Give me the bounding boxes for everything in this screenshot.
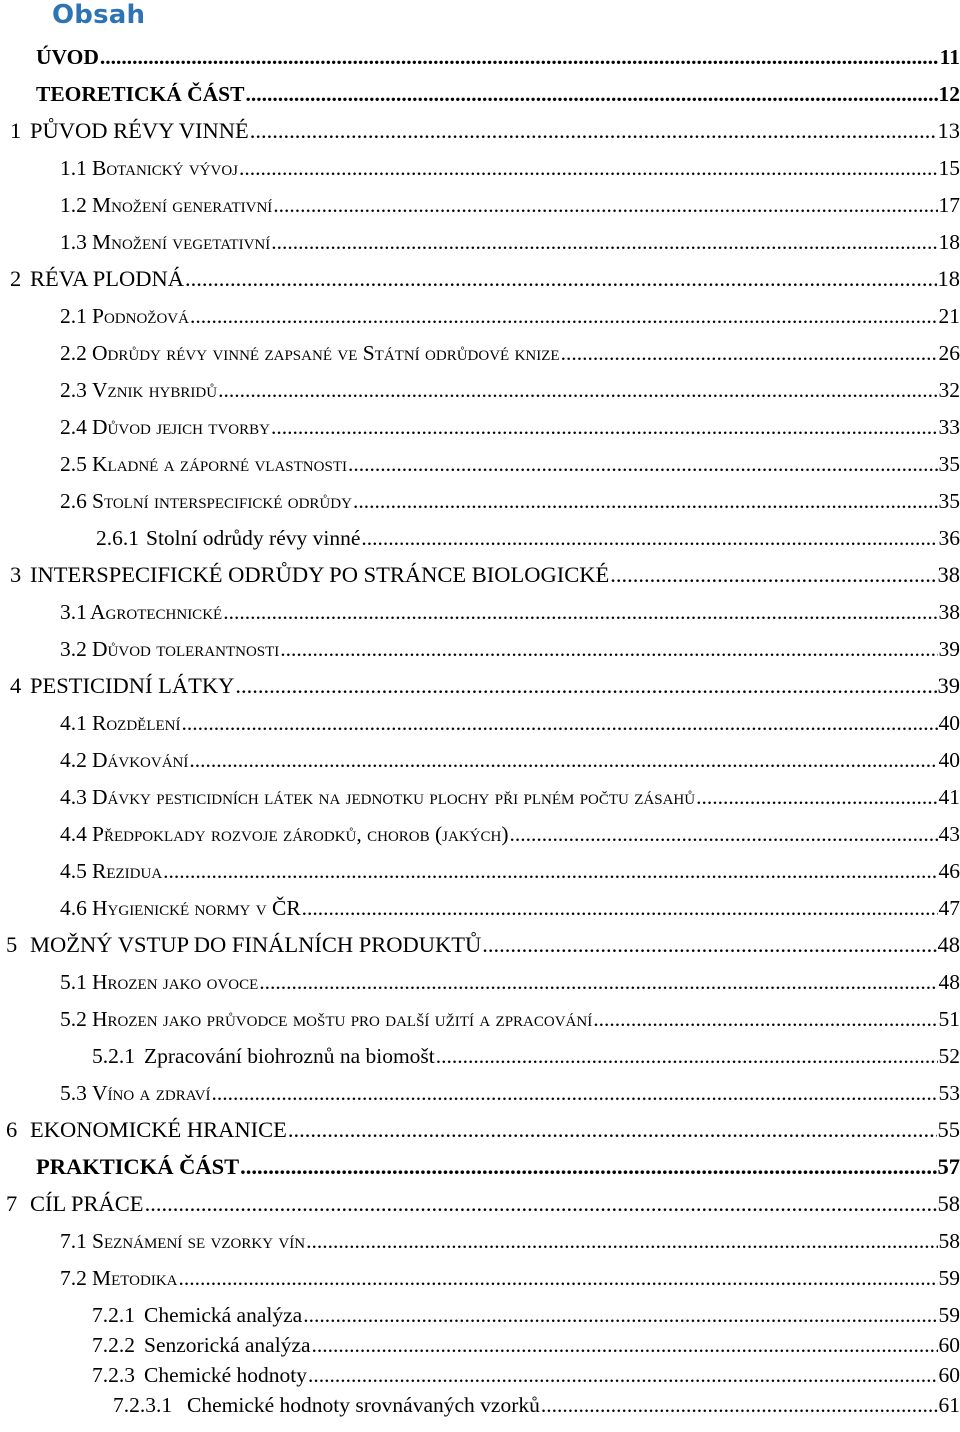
toc-entry-page: 18 (937, 265, 960, 291)
dot-leader (302, 898, 938, 920)
toc-entry[interactable] (113, 1384, 960, 1416)
toc-entry[interactable] (60, 147, 960, 179)
toc-entry-title: Chemické hodnoty srovnávaných vzorků (187, 1392, 540, 1417)
toc-entry-title: RÉVA PLODNÁ (30, 265, 184, 291)
toc-entry-page: 43 (938, 821, 960, 846)
dot-leader (240, 1156, 936, 1179)
toc-entry[interactable] (60, 221, 960, 253)
toc-entry-title: Kladné a záporné vlastnosti (92, 451, 347, 476)
toc-entry-number: 5.2.1 (92, 1043, 135, 1068)
toc-entry[interactable] (60, 1072, 960, 1104)
dot-leader (100, 47, 939, 69)
toc-entry-number: 7.1 (60, 1228, 87, 1253)
toc-entry[interactable] (60, 1257, 960, 1289)
toc-entry-title: Podnožová (92, 303, 189, 328)
toc-entry-title: Hrozen jako ovoce (92, 969, 259, 994)
toc-entry-title: TEORETICKÁ ČÁST (36, 81, 245, 106)
toc-entry[interactable] (36, 73, 960, 105)
toc-entry-page: 32 (938, 377, 960, 402)
toc-entry-page: 26 (938, 340, 960, 365)
toc-entry-title: Množení generativní (92, 192, 273, 217)
toc-entry-title: Seznámení se vzorky vín (92, 1228, 306, 1253)
toc-entry-page: 39 (937, 672, 960, 698)
dot-leader (145, 1193, 937, 1216)
dot-leader (185, 268, 937, 291)
dot-leader (353, 491, 938, 513)
toc-entry-page: 59 (938, 1302, 960, 1327)
dot-leader (696, 787, 937, 809)
toc-entry-page: 59 (938, 1265, 960, 1290)
toc-entry-number: 2.1 (60, 303, 87, 328)
toc-entry-title: Předpoklady rozvoje zárodků, chorob (jakých) (92, 821, 509, 846)
toc-entry-page: 17 (938, 192, 960, 217)
toc-entry-page: 60 (938, 1332, 960, 1357)
toc-entry-title: Rezidua (92, 858, 163, 883)
dot-leader (235, 675, 936, 698)
toc-entry[interactable] (60, 998, 960, 1030)
toc-entry-number: 3.1 (60, 599, 87, 624)
toc-entry-number: 2.6.1 (96, 525, 139, 550)
toc-entry-number: 4.3 (60, 784, 87, 809)
toc-entry-number: 2.3 (60, 377, 87, 402)
toc-entry[interactable] (60, 702, 960, 734)
toc-entry-page: 47 (938, 895, 960, 920)
dot-leader (348, 454, 938, 476)
toc-entry-title: Dávky pesticidních látek na jednotku plochy při plném počtu zásahů (92, 784, 696, 809)
toc-entry-page: 12 (938, 81, 960, 106)
toc-entry[interactable] (60, 184, 960, 216)
toc-entry[interactable] (60, 591, 960, 623)
toc-entry-number: 7 (6, 1190, 18, 1216)
toc-entry[interactable] (60, 295, 960, 327)
toc-entry-number: 4.5 (60, 858, 87, 883)
toc-entry[interactable] (36, 36, 960, 68)
toc-entry[interactable] (92, 1324, 960, 1356)
toc-entry[interactable] (6, 1109, 960, 1141)
toc-entry-title: Vznik hybridů (92, 377, 218, 402)
dot-leader (361, 528, 937, 550)
toc-entry-page: 11 (939, 44, 960, 69)
toc-entry-number: 4.6 (60, 895, 87, 920)
dot-leader (312, 1335, 938, 1357)
toc-entry[interactable] (92, 1294, 960, 1326)
toc-entry-page: 48 (937, 931, 960, 957)
toc-entry[interactable] (60, 813, 960, 845)
toc-entry[interactable] (60, 1220, 960, 1252)
dot-leader (189, 750, 937, 772)
toc-entry[interactable] (60, 628, 960, 660)
dot-leader (303, 1305, 937, 1327)
toc-entry-page: 61 (938, 1392, 960, 1417)
toc-entry-number: 5.1 (60, 969, 87, 994)
toc-entry-title: Senzorická analýza (144, 1332, 311, 1357)
toc-entry-page: 55 (937, 1116, 960, 1142)
toc-entry-page: 51 (938, 1006, 960, 1031)
toc-entry-title: Chemické hodnoty (144, 1362, 308, 1387)
dot-leader (250, 120, 937, 143)
toc-entry-title: Stolní interspecifické odrůdy (92, 488, 352, 513)
toc-entry-number: 7.2.3 (92, 1362, 135, 1387)
toc-entry-title: PŮVOD RÉVY VINNÉ (30, 117, 249, 143)
dot-leader (593, 1009, 937, 1031)
toc-entry-title: PRAKTICKÁ ČÁST (36, 1153, 240, 1179)
dot-leader (163, 861, 937, 883)
toc-entry-number: 5.2 (60, 1006, 87, 1031)
toc-entry-page: 36 (938, 525, 960, 550)
dot-leader (190, 306, 938, 328)
dot-leader (561, 343, 938, 365)
dot-leader (510, 824, 938, 846)
toc-entry-number: 5 (6, 931, 18, 957)
toc-entry-number: 2.2 (60, 340, 87, 365)
dot-leader (271, 232, 937, 254)
toc-entry-title: Zpracování biohroznů na biomošt (144, 1043, 435, 1068)
dot-leader (436, 1046, 938, 1068)
toc-entry-page: 35 (938, 451, 960, 476)
toc-entry-page: 15 (938, 155, 960, 180)
toc-entry-page: 13 (937, 117, 960, 143)
toc-entry-title: Množení vegetativní (92, 229, 271, 254)
toc-entry-page: 58 (937, 1190, 960, 1216)
toc-entry[interactable] (60, 332, 960, 364)
toc-entry-number: 1 (10, 117, 22, 143)
toc-entry-number: 7.2.1 (92, 1302, 135, 1327)
toc-entry-title: MOŽNÝ VSTUP DO FINÁLNÍCH PRODUKTŮ (30, 931, 482, 957)
toc-entry-title: Agrotechnické (90, 599, 223, 624)
toc-entry-title: PESTICIDNÍ LÁTKY (30, 672, 235, 698)
toc-entry-title: Hygienické normy v ČR (92, 895, 301, 920)
toc-entry-title: Víno a zdraví (92, 1080, 211, 1105)
toc-entry-number: 4 (10, 672, 22, 698)
toc-entry-page: 38 (938, 599, 960, 624)
toc-entry-title: Důvod tolerantnosti (92, 636, 280, 661)
toc-entry[interactable] (10, 665, 960, 697)
toc-entry-page: 53 (938, 1080, 960, 1105)
toc-entry-title: Botanický vývoj (92, 155, 239, 180)
toc-entry-page: 52 (938, 1043, 960, 1068)
dot-leader (245, 84, 937, 106)
toc-entry-number: 3.2 (60, 636, 87, 661)
toc-entry-page: 38 (937, 561, 960, 587)
dot-leader (273, 195, 937, 217)
dot-leader (288, 1119, 937, 1142)
toc-entry-page: 46 (938, 858, 960, 883)
toc-heading: Obsah (52, 0, 146, 30)
toc-entry-title: Metodika (92, 1265, 178, 1290)
dot-leader (280, 639, 937, 661)
dot-leader (239, 158, 937, 180)
toc-entry[interactable] (92, 1035, 960, 1067)
dot-leader (541, 1395, 938, 1417)
toc-entry-page: 18 (938, 229, 960, 254)
toc-entry-title: Odrůdy révy vinné zapsané ve Státní odrůdové knize (92, 340, 560, 365)
dot-leader (482, 934, 936, 957)
toc-entry-page: 48 (938, 969, 960, 994)
toc-entry-number: 5.3 (60, 1080, 87, 1105)
toc-entry-number: 2.6 (60, 488, 87, 513)
toc-entry-number: 3 (10, 561, 22, 587)
toc-entry-page: 21 (938, 303, 960, 328)
toc-entry-title: Dávkování (92, 747, 189, 772)
toc-entry-title: ÚVOD (36, 44, 99, 69)
toc-entry-title: EKONOMICKÉ HRANICE (30, 1116, 287, 1142)
toc-entry[interactable] (36, 1146, 960, 1178)
toc-entry[interactable] (60, 850, 960, 882)
toc-entry-number: 4.1 (60, 710, 87, 735)
dot-leader (259, 972, 937, 994)
dot-leader (212, 1083, 938, 1105)
toc-entry-title: Chemická analýza (144, 1302, 303, 1327)
toc-entry-number: 1.2 (60, 192, 87, 217)
toc-entry[interactable] (60, 776, 960, 808)
toc-entry-number: 7.2.2 (92, 1332, 135, 1357)
toc-entry-title: Důvod jejich tvorby (92, 414, 270, 439)
toc-entry-number: 7.2 (60, 1265, 87, 1290)
toc-entry-page: 41 (938, 784, 960, 809)
toc-entry-title: CÍL PRÁCE (30, 1190, 144, 1216)
toc-entry-page: 35 (938, 488, 960, 513)
toc-entry-title: INTERSPECIFICKÉ ODRŮDY PO STRÁNCE BIOLOGICKÉ (30, 561, 610, 587)
toc-entry-number: 1.3 (60, 229, 87, 254)
toc-entry[interactable] (60, 406, 960, 438)
toc-entry[interactable] (60, 369, 960, 401)
toc-entry-title: Rozdělení (92, 710, 181, 735)
toc-entry[interactable] (6, 924, 960, 956)
toc-entry[interactable] (60, 443, 960, 475)
toc-entry[interactable] (60, 480, 960, 512)
toc-entry[interactable] (92, 1354, 960, 1386)
toc-entry-number: 2.4 (60, 414, 87, 439)
toc-entry[interactable] (60, 739, 960, 771)
toc-entry-page: 40 (938, 710, 960, 735)
toc-entry[interactable] (10, 554, 960, 586)
dot-leader (223, 602, 937, 624)
toc-entry-page: 57 (937, 1153, 960, 1179)
toc-entry[interactable] (10, 258, 960, 290)
dot-leader (306, 1231, 937, 1253)
toc-entry-page: 33 (938, 414, 960, 439)
toc-entry[interactable] (60, 961, 960, 993)
toc-entry[interactable] (10, 110, 960, 142)
toc-entry-number: 4.2 (60, 747, 87, 772)
dot-leader (308, 1365, 937, 1387)
toc-entry-number: 7.2.3.1 (113, 1392, 173, 1417)
toc-entry-title: Stolní odrůdy révy vinné (146, 525, 361, 550)
toc-entry[interactable] (60, 887, 960, 919)
toc-entry-number: 6 (6, 1116, 18, 1142)
toc-entry-page: 60 (938, 1362, 960, 1387)
toc-entry-number: 2 (10, 265, 22, 291)
toc-entry[interactable] (6, 1183, 960, 1215)
dot-leader (179, 1268, 938, 1290)
toc-entry[interactable] (96, 517, 960, 549)
toc-entry-number: 4.4 (60, 821, 87, 846)
toc-entry-page: 40 (938, 747, 960, 772)
toc-entry-number: 1.1 (60, 155, 87, 180)
toc-entry-number: 2.5 (60, 451, 87, 476)
dot-leader (610, 564, 936, 587)
dot-leader (218, 380, 937, 402)
toc-entry-page: 58 (938, 1228, 960, 1253)
toc-entry-title: Hrozen jako průvodce moštu pro další užití a zpracování (92, 1006, 593, 1031)
toc-entry-page: 39 (938, 636, 960, 661)
dot-leader (271, 417, 938, 439)
dot-leader (181, 713, 937, 735)
